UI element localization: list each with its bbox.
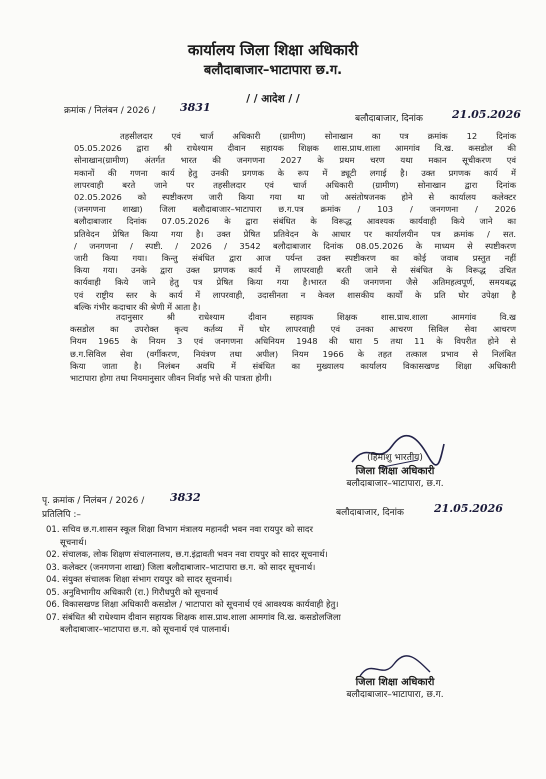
signature-block-2 [320, 676, 470, 702]
order-number-label: क्रमांक / निलंबन / 2026 / [64, 106, 156, 116]
paragraph-line: तहसीलदार एवं चार्ज अधिकारी (ग्रामीण) सोनाखान का पत्र क्रमांक 12 दिनांक [120, 131, 516, 141]
office-title: कार्यालय जिला शिक्षा अधिकारी [187, 41, 359, 59]
copy-item-continuation: बलौदाबाजार–भाटापारा छ.ग. को सूचनार्थ एवं पालनार्थ। [60, 625, 230, 635]
paragraph-line: प्रतिवेदन प्रेषित किया गया है। उक्त प्रेषित प्रतिवेदन के आधार पर कार्यालयीन पत्र क्रमांक / सत. [74, 228, 516, 239]
officer-name: (हिमांशु भारतीय) [367, 453, 423, 463]
officer-designation: जिला शिक्षा अधिकारी [355, 677, 435, 688]
paragraph-line: / जनगणना / स्पष्टी. / 2026 / 3542 बलौदाबाजार दिनांक 08.05.2026 के माध्यम से स्पष्टीकरण [74, 240, 516, 251]
order-number: 3831 [180, 101, 211, 114]
paragraph-line: (जनगणना शाखा) जिला बलौदाबाजार–भाटापारा छ.ग.पत्र क्रमांक / 103 / जनगणना / 2026 [74, 204, 516, 215]
copy-item: 06. विकासखण्ड शिक्षा अधिकारी कसडोल / भाटापारा को सूचनार्थ एवं आवश्यक कार्यवाही हेतु। [46, 600, 339, 610]
district-title: बलौदाबाजार–भाटापारा छ.ग. [203, 63, 343, 78]
paragraph-line: जारी किया गया। किन्तु संबंधित द्वारा आज पर्यन्त उक्त स्पष्टीकरण का कोई जवाब प्रस्तुत नहीं [74, 253, 516, 264]
paragraph-line: बल्कि गंभीर कदाचार की श्रेणी में आता है। [74, 301, 201, 312]
copy-item: 04. संयुक्त संचालक शिक्षा संभाग रायपुर को सादर सूचनार्थ। [46, 575, 233, 585]
paragraph-line: बलौदाबाजार दिनांक 07.05.2026 के द्वारा संबंधित के विरूद्ध आवश्यक कार्यवाही किये जाने का [74, 216, 516, 227]
order-date: 21.05.2026 [452, 108, 521, 121]
paragraph-line: कसडोल का उपरोक्त कृत्य कर्तव्य में घोर लापरवाही एवं उनका आचरण सिविल सेवा आचरण [70, 324, 516, 335]
paragraph-line: मकानों की गणना कार्य हेतु उनकी प्रगणक के रूप में ड्यूटी लगाई है। उक्त प्रगणक कार्य में [74, 167, 516, 178]
endorsement-place-date-label: बलौदाबाजार, दिनांक [336, 508, 404, 518]
copy-item-continuation: सूचनार्थ। [60, 537, 87, 548]
paragraph-line: एवं राष्ट्रीय स्तर के कार्य में लापरवाही, उदासीनता न केवल शासकीय कार्यों के प्रति घोर उपेक्षा है [74, 289, 516, 300]
signature-block-1 [330, 452, 460, 491]
officer-district: बलौदाबाजार–भाटापारा, छ.ग. [346, 690, 444, 700]
order-paragraph-1 [74, 130, 516, 313]
order-paragraph-2 [70, 311, 516, 384]
copy-item: 03. कलेक्टर (जनगणना शाखा) जिला बलौदाबाजार–भाटापारा छ.ग. को सादर सूचनार्थ। [46, 562, 316, 573]
paragraph-line: तदानुसार श्री राधेश्याम दीवान सहायक शिक्षक शास.प्राथ.शाला आमगांव वि.ख [116, 312, 516, 322]
officer-designation: जिला शिक्षा अधिकारी [355, 466, 435, 477]
copy-item: 02. संचालक, लोक शिक्षण संचालनालय, छ.ग.इंद्रावती भवन नवा रायपुर को सादर सूचनार्थ। [46, 550, 328, 560]
paragraph-line: किया गया। उनके द्वारा उक्त प्रगणक कार्य में लापरवाही बरती जाने से संबंधित के विरूद्ध उचित [74, 265, 516, 276]
order-place-date-label: बलौदाबाजार, दिनांक [355, 114, 423, 124]
copy-item: 07. संबंधित श्री राधेश्याम दीवान सहायक शिक्षक शास.प्राथ.शाला आमगांव वि.ख. कसडोलजिला [46, 612, 341, 623]
paragraph-line: 02.05.2026 को स्पष्टीकरण जारी किया गया था जो असंतोषजनक होने से कार्यालय कलेक्टर [74, 192, 516, 203]
copy-item: 05. अनुविभागीय अधिकारी (रा.) गिरौधपुरी को सूचनार्थ [46, 587, 218, 598]
paragraph-line: भाटापारा होगा तथा नियमानुसार जीवन निर्वाह भत्ते की पात्रता होगी। [70, 373, 272, 384]
paragraph-line: नियम 1965 के नियम 3 एवं जनगणना अधिनियम 1948 की धारा 5 तथा 11 के विपरीत होने से [70, 336, 516, 347]
copy-to-label: प्रतिलिपि :– [42, 510, 81, 520]
officer-district: बलौदाबाजार–भाटापारा, छ.ग. [346, 479, 444, 489]
copy-list [46, 524, 526, 637]
endorsement-number: 3832 [170, 491, 201, 504]
paragraph-line: किया जाता है। निलंबन अवधि में संबंधित का मुख्यालय कार्यालय विकासखण्ड शिक्षा अधिकारी [70, 360, 516, 371]
paragraph-line: सोनाखान(ग्रामीण) अंतर्गत भारत की जनगणना 2027 के प्रथम चरण यथा मकान सूचीकरण एवं [74, 155, 516, 166]
order-heading: / / आदेश / / [246, 93, 300, 105]
paragraph-line: कार्यवाही किये जाने हेतु पत्र प्रेषित किया गया है।भारत की जनगणना जैसे अतिमहत्वपूर्ण, समयबद्ध [74, 277, 516, 288]
paragraph-line: 05.05.2026 द्वारा श्री राधेश्याम दीवान सहायक शिक्षक शास.प्राथ.शाला आमगांव वि.ख. कसडोल की [74, 143, 516, 154]
endorsement-date: 21.05.2026 [434, 502, 503, 515]
copy-item: 01. सचिव छ.ग.शासन स्कूल शिक्षा विभाग मंत्रालय महानदी भवन नवा रायपुर को सादर [46, 525, 313, 535]
paragraph-line: छ.ग.सिविल सेवा (वर्गीकरण, नियंत्रण तथा अपील) नियम 1966 के तहत तत्काल प्रभाव से निलंबित [70, 348, 516, 359]
endorsement-number-label: पृ. क्रमांक / निलंबन / 2026 / [42, 496, 145, 506]
paragraph-line: लापरवाही बरते जाने पर तहसीलदार एवं चार्ज अधिकारी (ग्रामीण) सोनाखान द्वारा दिनांक [74, 179, 516, 190]
